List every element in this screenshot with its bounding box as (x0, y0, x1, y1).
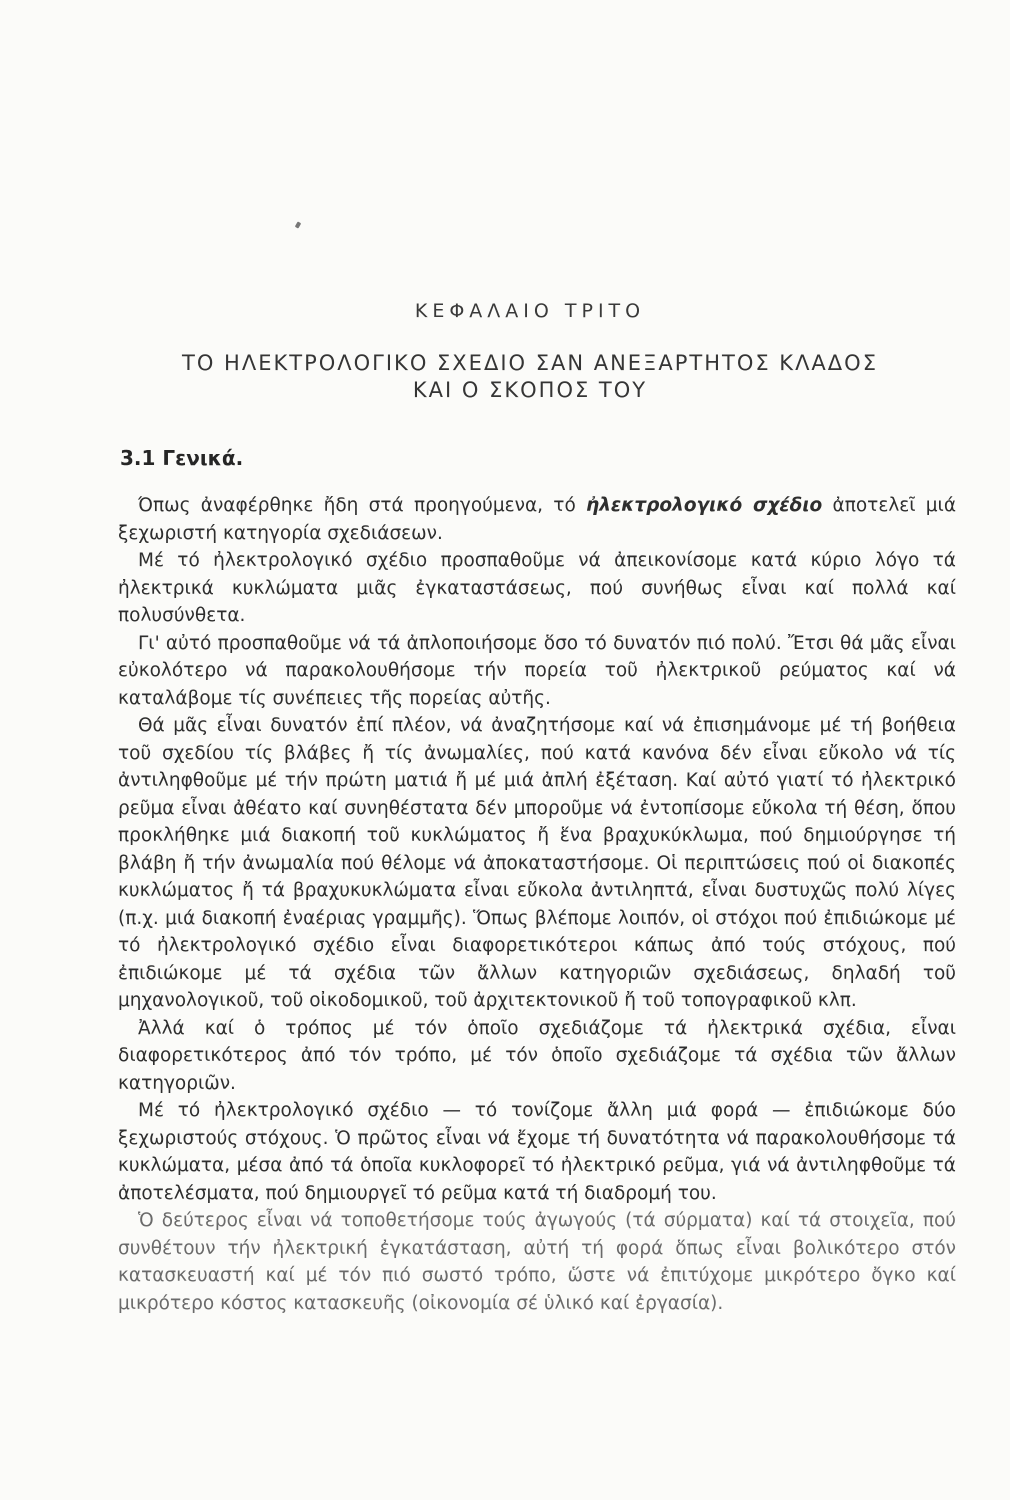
paragraph-4: Θά μᾶς εἶναι δυνατόν ἐπί πλέον, νά ἀναζητήσομε καί νά ἐπισημάνομε μέ τή βοήθεια τοῦ σχεδίου τίς βλάβες ἤ τίς ἀνωμαλίες, πού κατά κανόνα δέν εἶναι εὔκολο νά τίς ἀντιληφθοῦμε μέ τήν πρώτη ματιά ἤ μέ μιά ἀπλή ἐξέταση. Καί αὐτό γιατί τό ἠλεκτρικό ρεῦμα εἶναι ἀθέατο καί συνηθέστατα δέν μποροῦμε νά ἐντοπίσομε εὔκολα τή θέση, ὅπου προκλήθηκε μιά διακοπή τοῦ κυκλώματος ἤ ἕνα βραχυκύκλωμα, πού δημιούργησε τή βλάβη ἤ τήν ἀνωμαλία πού θέλομε νά ἀποκαταστήσομε. Οἱ περιπτώσεις πού οἱ διακοπές κυκλώματος ἤ τά βραχυκυκλώματα εἶναι εὔκολα ἀντιληπτά, εἶναι δυστυχῶς πολύ λίγες (π.χ. μιά διακοπή ἐναέριας γραμμῆς). Ὅπως βλέπομε λοιπόν, οἱ στόχοι πού ἐπιδιώκομε μέ τό ἠλεκτρολογικό σχέδιο εἶναι διαφορετικότεροι κάπως ἀπό τούς στόχους, πού ἐπιδιώκομε μέ τά σχέδια τῶν ἄλλων κατηγοριῶν σχεδιάσεως, δηλαδή τοῦ μηχανολογικοῦ, τοῦ οἰκοδομικοῦ, τοῦ ἀρχιτεκτονικοῦ ἤ τοῦ τοπογραφικοῦ κλπ. (118, 715, 956, 1011)
scan-speck (295, 221, 301, 228)
paragraph-6: Μέ τό ἠλεκτρολογικό σχέδιο — τό τονίζομε ἄλλη μιά φορά — ἐπιδιώκομε δύο ξεχωριστούς στόχους. Ὁ πρῶτος εἶναι νά ἔχομε τή δυνατότητα νά παρακολουθήσομε τά κυκλώματα, μέσα ἀπό τά ὁποῖα κυκλοφορεῖ τό ἠλεκτρικό ρεῦμα, γιά νά ἀντιληφθοῦμε τά ἀποτελέσματα, πού δημιουργεῖ τό ρεῦμα κατά τή διαδρομή του. (118, 1100, 956, 1204)
paragraph-1 (118, 492, 956, 547)
paragraph-1-end: ἀποτελεῖ μιά ξεχωριστή κατηγορία σχεδιάσεων. (118, 495, 957, 544)
chapter-title-line-1: ΤΟ ΗΛΕΚΤΡΟΛΟΓΙΚΟ ΣΧΕΔΙΟ ΣΑΝ ΑΝΕΞΑΡΤΗΤΟΣ ΚΛΑΔΟΣ (182, 351, 878, 375)
chapter-label: ΚΕΦΑΛΑΙΟ ΤΡΙΤΟ (414, 300, 646, 322)
key-term: ἠλεκτρολογικό σχέδιο (586, 495, 823, 516)
chapter-title-line-2: ΚΑΙ Ο ΣΚΟΠΟΣ ΤΟΥ (412, 378, 648, 402)
paragraph-5: Ἀλλά καί ὁ τρόπος μέ τόν ὁποῖο σχεδιάζομε τά ἠλεκτρικά σχέδια, εἶναι διαφορετικότερος ἀπό τόν τρόπο, μέ τόν ὁποῖο σχεδιάζομε τά σχέδια τῶν ἄλλων κατηγοριῶν. (118, 1017, 956, 1094)
paragraph-2: Μέ τό ἠλεκτρολογικό σχέδιο προσπαθοῦμε νά ἀπεικονίσομε κατά κύριο λόγο τά ἠλεκτρικά κυκλώματα μιᾶς ἐγκαταστάσεως, πού συνήθως εἶναι καί πολλά καί πολυσύνθετα. (118, 550, 956, 626)
paragraph-1-start: Όπως ἀναφέρθηκε ἤδη στά προηγούμενα, τό (138, 495, 587, 516)
body-text (118, 492, 956, 1317)
paragraph-7: Ὁ δεύτερος εἶναι νά τοποθετήσομε τούς ἀγωγούς (τά σύρματα) καί τά στοιχεῖα, πού συνθέτουν τήν ἠλεκτρική ἐγκατάσταση, αὐτή τή φορά ὅπως εἶναι βολικότερο στόν κατασκευαστή καί μέ τόν πιό σωστό τρόπο, ὥστε νά ἐπιτύχομε μικρότερο ὄγκο καί μικρότερο κόστος κατασκευῆς (οἰκονομία σέ ὑλικό καί ἐργασία). (118, 1210, 956, 1314)
section-heading: 3.1 Γενικά. (120, 446, 244, 470)
chapter-title (25, 350, 1010, 404)
paragraph-3: Γι' αὐτό προσπαθοῦμε νά τά ἀπλοποιήσομε ὅσο τό δυνατόν πιό πολύ. Ἔτσι θά μᾶς εἶναι εὐκολότερο νά παρακολουθήσομε τήν πορεία τοῦ ἠλεκτρικοῦ ρεύματος καί νά καταλάβομε τίς συνέπειες τῆς πορείας αὐτῆς. (118, 632, 956, 709)
